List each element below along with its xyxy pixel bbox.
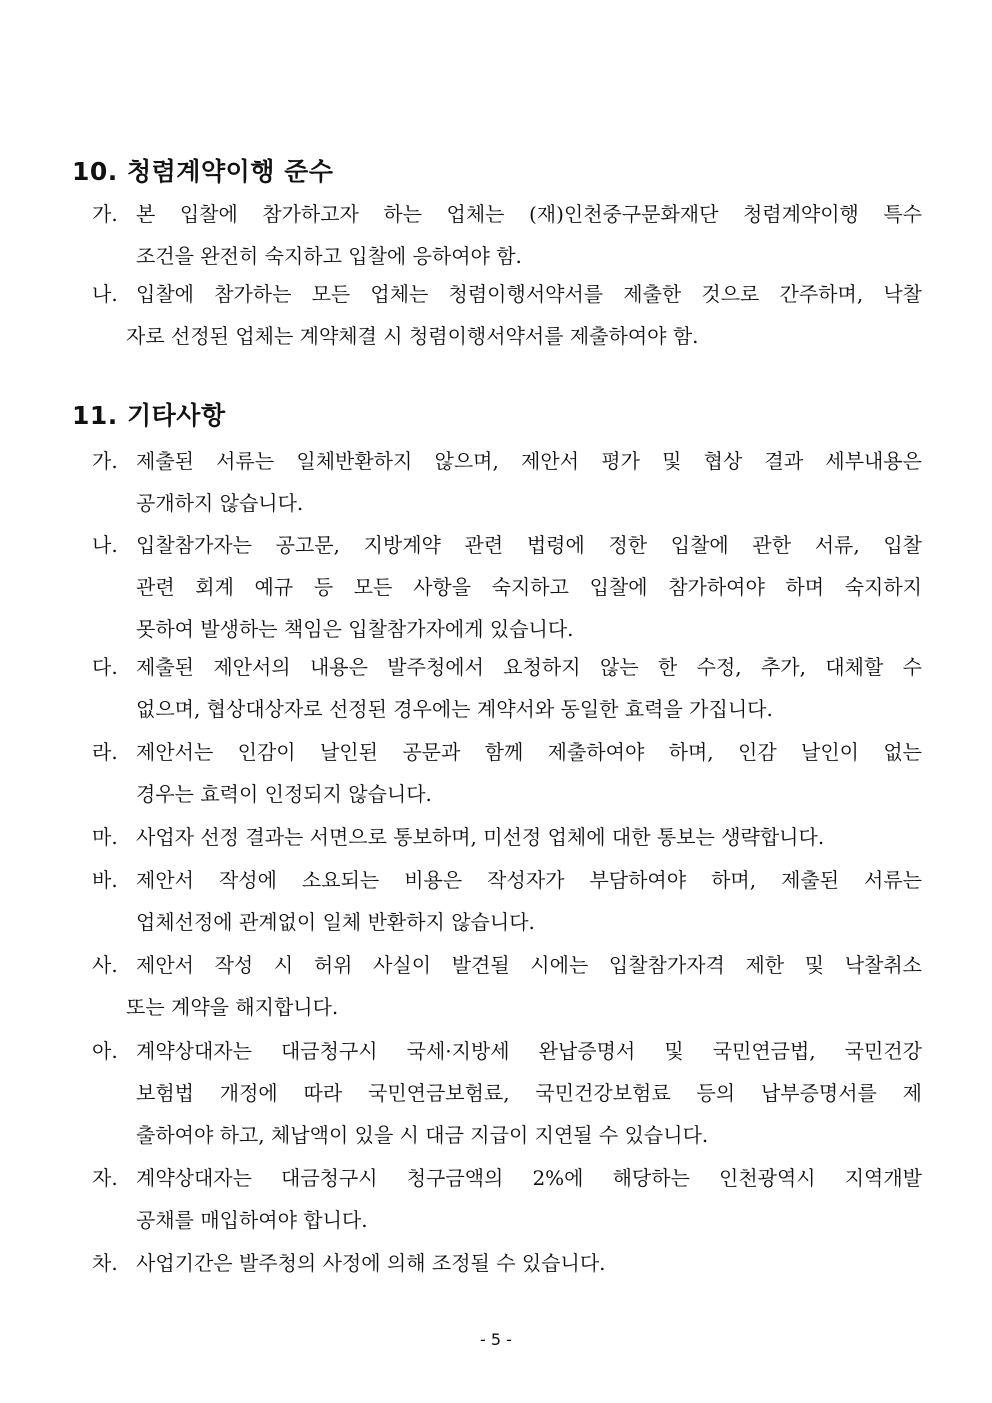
item-line xyxy=(92,315,922,357)
item-line xyxy=(92,773,922,815)
item-marker: 사. xyxy=(92,953,118,977)
item-line xyxy=(92,986,922,1028)
item-line xyxy=(92,524,922,566)
item-line xyxy=(92,944,922,986)
list-item xyxy=(92,646,922,730)
item-text: 자로 선정된 업체는 계약체결 시 청렴이행서약서를 제출하여야 함. xyxy=(126,324,699,348)
item-line xyxy=(92,646,922,688)
item-line xyxy=(92,566,922,608)
section-heading-10: 10. 청렴계약이행 준수 xyxy=(72,157,334,186)
item-line xyxy=(92,901,922,943)
item-marker: 가. xyxy=(92,449,118,473)
item-line xyxy=(92,1157,922,1199)
item-line xyxy=(92,1114,922,1156)
item-text: 계약상대자는 대금청구시 국세·지방세 완납증명서 및 국민연금법, 국민건강 xyxy=(136,1039,922,1063)
list-item xyxy=(92,731,922,815)
list-item xyxy=(92,524,922,650)
item-line xyxy=(92,1199,922,1241)
item-text: 입찰에 참가하는 모든 업체는 청렴이행서약서를 제출한 것으로 간주하며, 낙찰 xyxy=(136,282,922,306)
item-text: 제출된 제안서의 내용은 발주청에서 요청하지 않는 한 수정, 추가, 대체할 수 xyxy=(136,655,922,679)
item-text: 경우는 효력이 인정되지 않습니다. xyxy=(136,782,432,806)
item-marker: 바. xyxy=(92,868,118,892)
item-line xyxy=(92,482,922,524)
item-line xyxy=(92,608,922,650)
item-text: 사업자 선정 결과는 서면으로 통보하며, 미선정 업체에 대한 통보는 생략합니다. xyxy=(136,825,825,849)
item-text: 또는 계약을 해지합니다. xyxy=(126,995,339,1019)
item-marker: 라. xyxy=(92,740,118,764)
page-number: - 5 - xyxy=(480,1330,512,1349)
item-line xyxy=(92,273,922,315)
item-line xyxy=(92,731,922,773)
item-text: 제출된 서류는 일체반환하지 않으며, 제안서 평가 및 협상 결과 세부내용은 xyxy=(136,449,922,473)
item-marker: 나. xyxy=(92,533,118,557)
item-text: 입찰참가자는 공고문, 지방계약 관련 법령에 정한 입찰에 관한 서류, 입찰 xyxy=(136,533,922,557)
item-text: 없으며, 협상대상자로 선정된 경우에는 계약서와 동일한 효력을 가집니다. xyxy=(136,697,773,721)
item-text: 관련 회계 예규 등 모든 사항을 숙지하고 입찰에 참가하여야 하며 숙지하지 xyxy=(136,575,922,599)
item-text: 조건을 완전히 숙지하고 입찰에 응하여야 함. xyxy=(136,244,522,268)
item-marker: 차. xyxy=(92,1251,118,1275)
item-line xyxy=(92,193,922,235)
item-line xyxy=(92,688,922,730)
item-text: 보험법 개정에 따라 국민연금보험료, 국민건강보험료 등의 납부증명서를 제 xyxy=(136,1081,922,1105)
item-text: 제안서는 인감이 날인된 공문과 함께 제출하여야 하며, 인감 날인이 없는 xyxy=(136,740,922,764)
list-item xyxy=(92,1157,922,1241)
item-marker: 다. xyxy=(92,655,118,679)
list-item xyxy=(92,440,922,524)
item-marker: 가. xyxy=(92,202,118,226)
item-text: 제안서 작성에 소요되는 비용은 작성자가 부담하여야 하며, 제출된 서류는 xyxy=(136,868,922,892)
item-line xyxy=(92,859,922,901)
list-item xyxy=(92,1030,922,1156)
item-line xyxy=(92,1072,922,1114)
list-item xyxy=(92,944,922,1028)
list-item xyxy=(92,816,922,858)
item-text: 공채를 매입하여야 합니다. xyxy=(136,1208,368,1232)
section-heading-11: 11. 기타사항 xyxy=(72,401,226,430)
item-marker: 마. xyxy=(92,825,118,849)
item-text: 사업기간은 발주청의 사정에 의해 조정될 수 있습니다. xyxy=(136,1251,606,1275)
item-marker: 나. xyxy=(92,282,118,306)
item-text: 출하여야 하고, 체납액이 있을 시 대금 지급이 지연될 수 있습니다. xyxy=(136,1123,709,1147)
item-text: 못하여 발생하는 책임은 입찰참가자에게 있습니다. xyxy=(136,617,574,641)
list-item xyxy=(92,859,922,943)
item-text: 공개하지 않습니다. xyxy=(136,491,304,515)
item-line xyxy=(92,440,922,482)
item-marker: 아. xyxy=(92,1039,118,1063)
item-text: 계약상대자는 대금청구시 청구금액의 2%에 해당하는 인천광역시 지역개발 xyxy=(136,1166,922,1190)
list-item xyxy=(92,273,922,357)
list-item xyxy=(92,1242,922,1284)
item-text: 업체선정에 관계없이 일체 반환하지 않습니다. xyxy=(136,910,535,934)
item-line xyxy=(92,235,922,277)
item-marker: 자. xyxy=(92,1166,118,1190)
item-text: 본 입찰에 참가하고자 하는 업체는 (재)인천중구문화재단 청렴계약이행 특수 xyxy=(136,202,922,226)
item-line xyxy=(92,816,922,858)
list-item xyxy=(92,193,922,277)
item-line xyxy=(92,1242,922,1284)
item-text: 제안서 작성 시 허위 사실이 발견될 시에는 입찰참가자격 제한 및 낙찰취소 xyxy=(136,953,922,977)
item-line xyxy=(92,1030,922,1072)
